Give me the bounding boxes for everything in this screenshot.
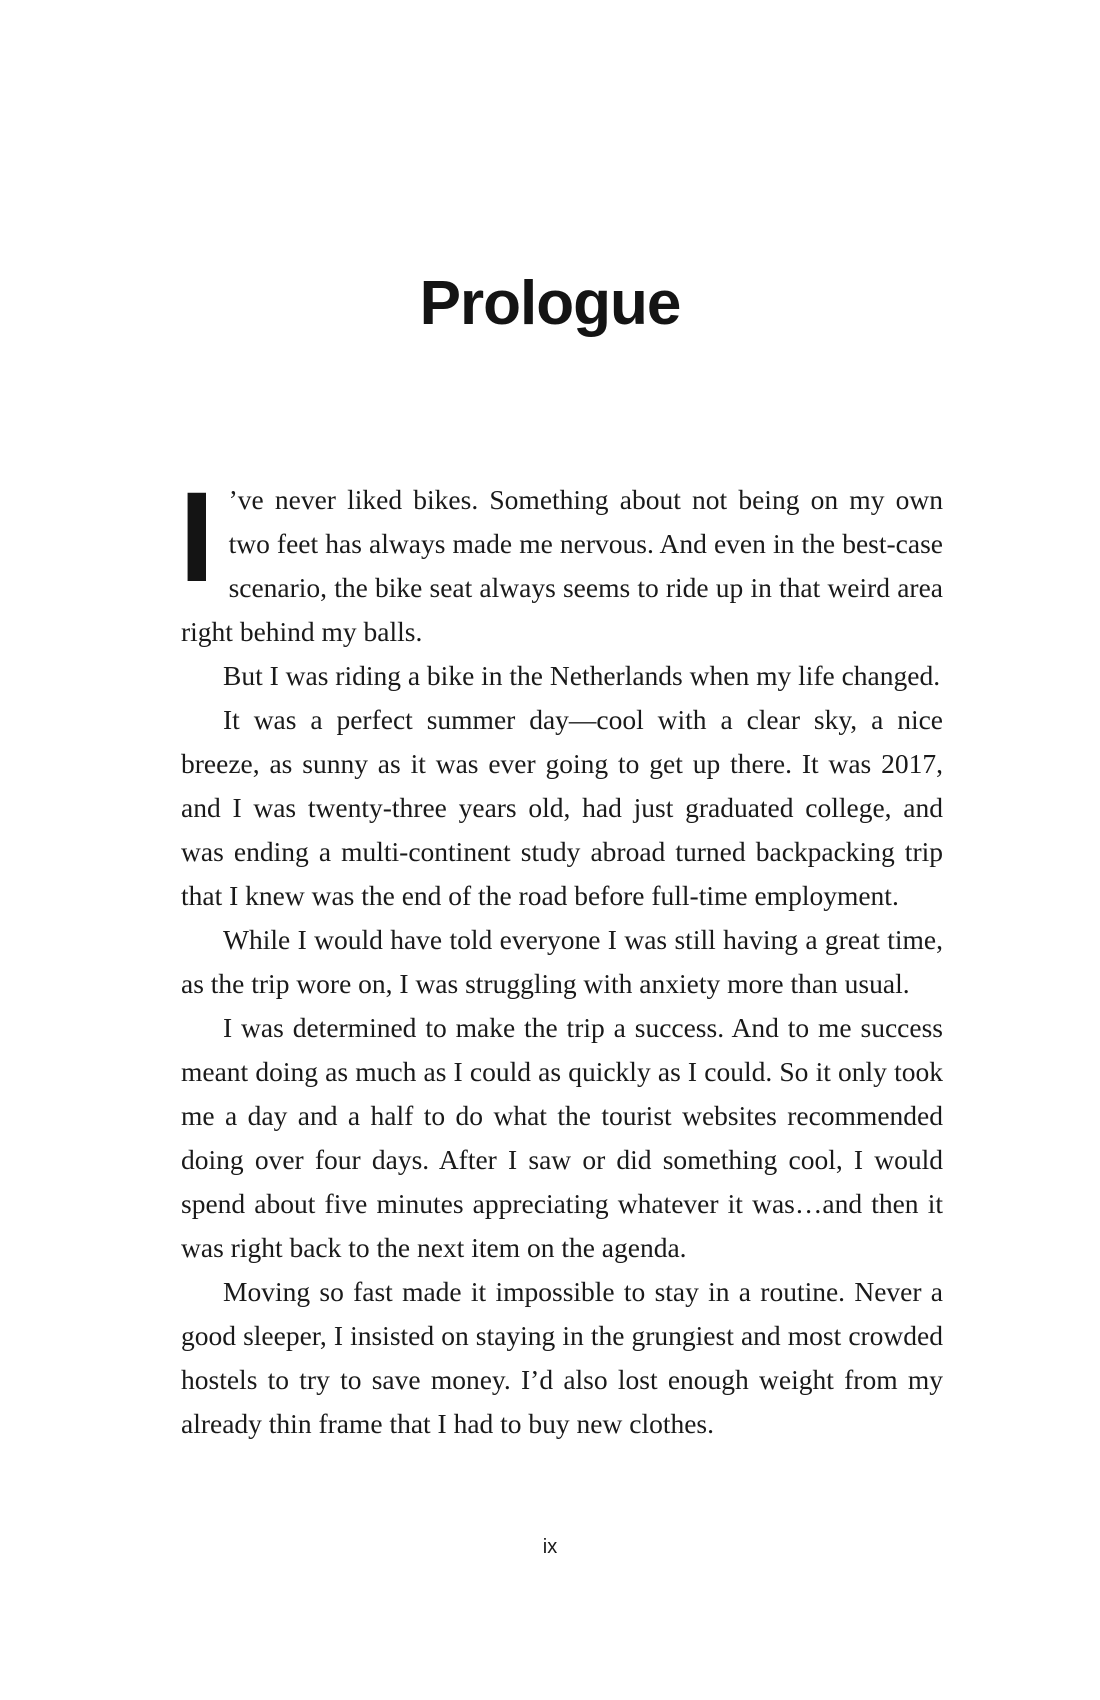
page-number: ix [542, 1536, 558, 1558]
drop-cap: I [179, 466, 215, 609]
paragraph-1-text: ’ve never liked bikes. Something about not being on my own two feet has always made me nervous. And even in the best-case scenario, the bike seat always seems to ride up in that weird area right behind my balls. [181, 484, 943, 647]
paragraph-4: While I would have told everyone I was still having a great time, as the trip wore on, I was struggling with anxiety more than usual. [181, 924, 943, 999]
paragraph-3: It was a perfect summer day—cool with a clear sky, a nice breeze, as sunny as it was ever going to get up there. It was 2017, and I was twenty-three years old, had just graduated college, and was ending a multi-continent study abroad turned backpacking trip that I knew was the end of the road before full-time employment. [181, 704, 943, 911]
paragraph-1 [179, 466, 943, 654]
chapter-body [179, 466, 943, 1446]
paragraph-2: But I was riding a bike in the Netherlands when my life changed. [223, 660, 941, 691]
paragraph-5: I was determined to make the trip a success. And to me success meant doing as much as I could as quickly as I could. So it only took me a day and a half to do what the tourist websites recommended doing over four days. After I saw or did something cool, I would spend about five minutes appreciating whatever it was…and then it was right back to the next item on the agenda. [181, 1012, 943, 1263]
paragraph-6: Moving so fast made it impossible to stay in a routine. Never a good sleeper, I insisted on staying in the grungiest and most crowded hostels to try to save money. I’d also lost enough weight from my already thin frame that I had to buy new clothes. [181, 1276, 943, 1439]
chapter-title: Prologue [419, 269, 681, 338]
